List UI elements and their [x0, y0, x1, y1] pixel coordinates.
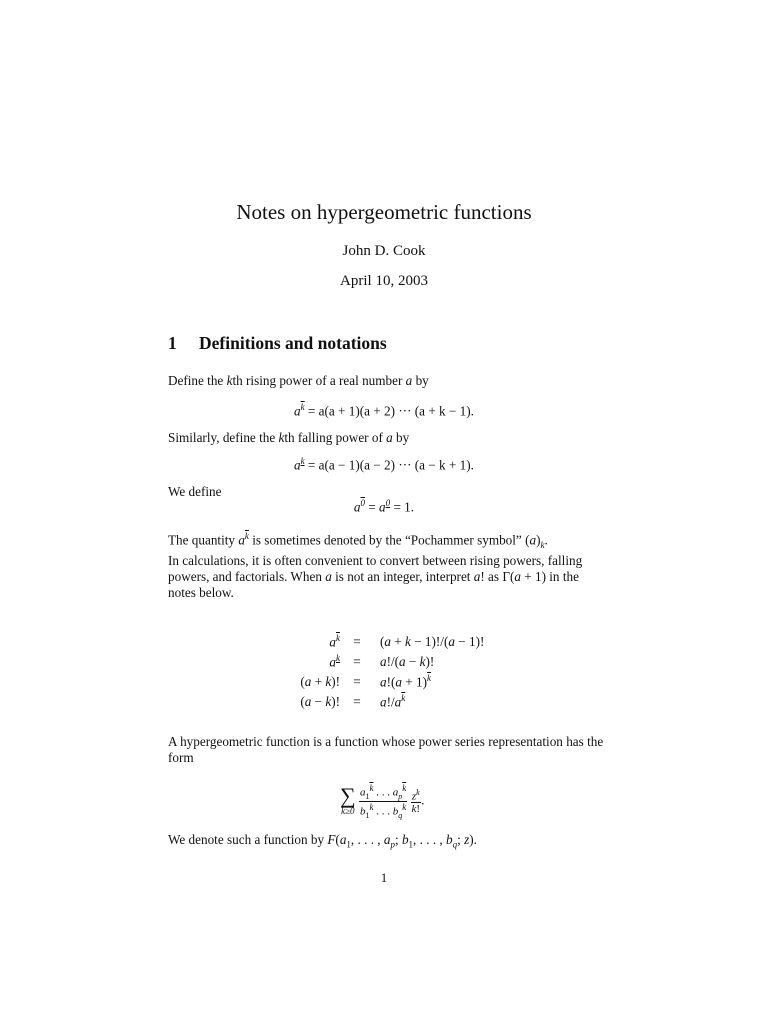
- paragraph-conversions: In calculations, it is often convenient to convert between rising powers, falling powers, and factorials. When a is not an integer, interpret a! as Γ(a + 1) in the notes below.: [168, 553, 583, 600]
- aligned-row: $a^{\overline{k}}$ = (a + k − 1)!/(a − 1)!: [329, 633, 485, 650]
- equation-zero-power: $a^0 = a^0 = 1$.: [353, 498, 415, 515]
- section-title: Definitions and notations: [199, 333, 387, 353]
- paragraph-hypergeometric: A hypergeometric function is a function whose power series representation has the form: [168, 734, 604, 765]
- paragraph-notation: We denote such a function by $F(a_1$, . . . , $a_p$; $b_1$, . . . , $b_q$; z).: [168, 832, 477, 850]
- page-number: 1: [380, 870, 388, 885]
- paper-title: Notes on hypergeometric functions: [236, 200, 532, 224]
- equation-falling-power: $a^k = a(a - 1)(a - 2)$ ··· (a − k + 1).: [294, 456, 474, 473]
- rising-rhs: = a(a + 1)(a + 2) ··· (a + k − 1).: [307, 403, 474, 419]
- zero-rhs: = 1.: [393, 499, 415, 515]
- paragraph-pochhammer: The quantity $a^{\overline{k}}$ is sometimes denoted by the “Pochammer symbol” $(a)_k$.: [168, 531, 548, 551]
- paragraph-rising-definition: Define the kth rising power of a real number a by: [168, 373, 429, 388]
- section-heading: [168, 333, 387, 354]
- aligned-equations: [280, 632, 484, 712]
- aligned-row: (a + k)! = $a!(a + 1)^{\overline{k}}$: [300, 673, 432, 690]
- falling-rhs: = a(a − 1)(a − 2) ··· (a − k + 1).: [307, 457, 474, 473]
- aligned-row: $a^k$ = a!/(a − k)!: [329, 653, 435, 670]
- paper-date: April 10, 2003: [340, 273, 428, 289]
- paragraph-we-define: We define: [168, 484, 222, 499]
- aligned-row: (a − k)! = $a!/a^{\overline{k}}$: [300, 693, 406, 710]
- equation-rising-power: $a^{\overline{k}} = a(a + 1)(a + 2)$ ··· (a + k − 1).: [294, 402, 474, 419]
- paragraph-falling-definition: Similarly, define the kth falling power of a by: [168, 430, 410, 445]
- paper-author: John D. Cook: [342, 243, 426, 259]
- section-number: 1: [168, 333, 177, 353]
- equation-hypergeometric-series: ∑ k≥0 $\frac{a_1^{\overline{k}} . . . a_p^{\overline{k}}}{b_1^{\overline{k}} . . . b_q^{\overline{k}}}$ $\frac{z^k}{k!}$ .: [340, 783, 425, 820]
